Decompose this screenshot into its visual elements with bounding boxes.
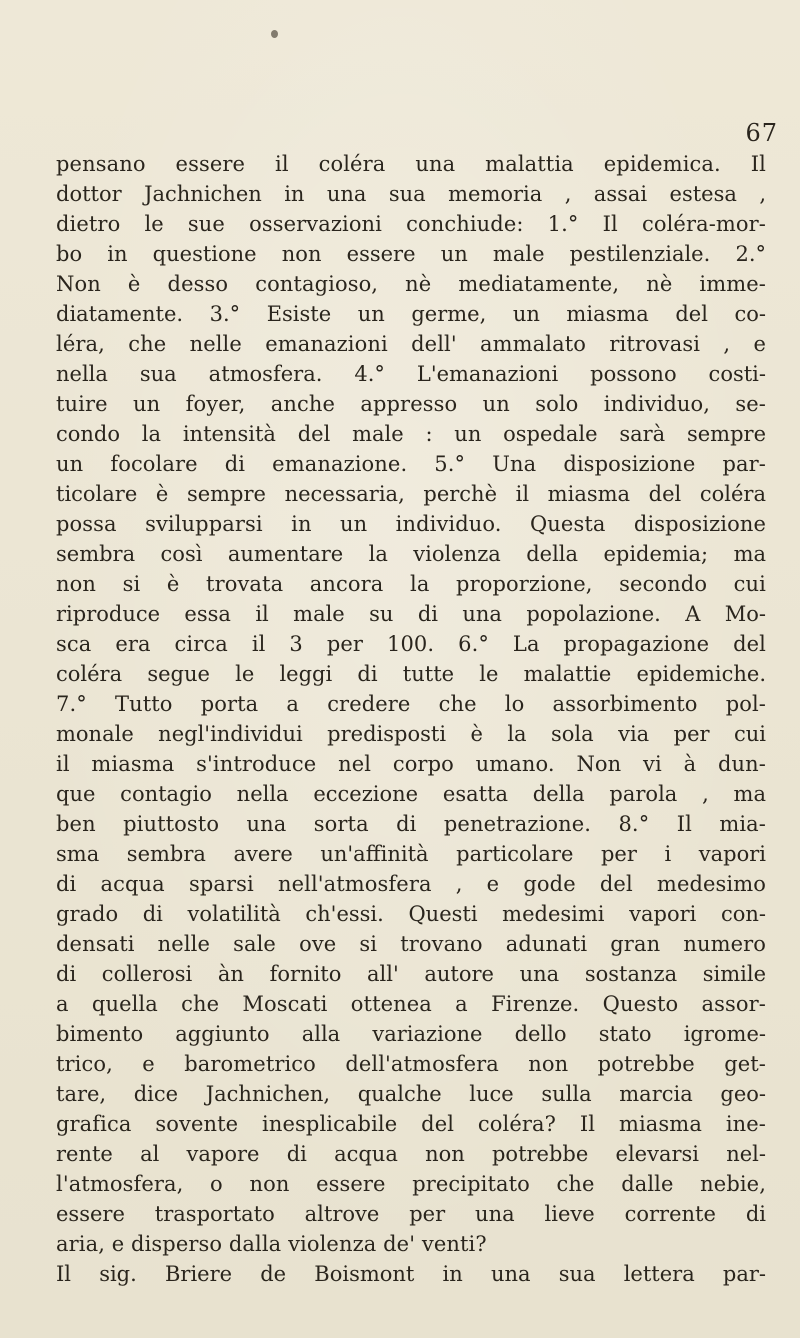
text-line: riproduce essa il male su di una popolazione. A Mo- — [56, 602, 766, 626]
text-line: Il sig. Briere de Boismont in una sua lettera par- — [56, 1262, 766, 1286]
text-line: di acqua sparsi nell'atmosfera , e gode del medesimo — [56, 872, 766, 896]
text-line: sca era circa il 3 per 100. 6.° La propagazione del — [56, 632, 766, 656]
text-line: possa svilupparsi in un individuo. Questa disposizione — [56, 512, 766, 536]
text-line: que contagio nella eccezione esatta della parola , ma — [56, 782, 766, 806]
text-line: coléra segue le leggi di tutte le malattie epidemiche. — [56, 662, 766, 686]
text-line: densati nelle sale ove si trovano adunati gran numero — [56, 932, 766, 956]
text-line: bo in questione non essere un male pestilenziale. 2.° — [56, 242, 766, 266]
page-number: 67 — [745, 119, 778, 147]
text-line: tuire un foyer, anche appresso un solo individuo, se- — [56, 392, 766, 416]
text-line: il miasma s'introduce nel corpo umano. Non vi à dun- — [56, 752, 766, 776]
text-line: a quella che Moscati ottenea a Firenze. Questo assor- — [56, 992, 766, 1016]
text-line: Non è desso contagioso, nè mediatamente, nè imme- — [56, 272, 766, 296]
text-line: condo la intensità del male : un ospedale sarà sempre — [56, 422, 766, 446]
text-line: aria, e disperso dalla violenza de' venti? — [56, 1232, 487, 1256]
text-line: tare, dice Jachnichen, qualche luce sulla marcia geo- — [56, 1082, 766, 1106]
text-line: pensano essere il coléra una malattia epidemica. Il — [56, 152, 766, 176]
text-line: sembra così aumentare la violenza della epidemia; ma — [56, 542, 766, 566]
text-line: di collerosi àn fornito all' autore una sostanza simile — [56, 962, 766, 986]
text-line: trico, e barometrico dell'atmosfera non potrebbe get- — [56, 1052, 766, 1076]
text-line: dietro le sue osservazioni conchiude: 1.° Il coléra-mor- — [56, 212, 766, 236]
text-line: l'atmosfera, o non essere precipitato che dalle nebie, — [56, 1172, 766, 1196]
body-text — [56, 149, 766, 1289]
text-line: grafica sovente inesplicabile del coléra? Il miasma ine- — [56, 1112, 766, 1136]
text-line: rente al vapore di acqua non potrebbe elevarsi nel- — [56, 1142, 766, 1166]
text-line: essere trasportato altrove per una lieve corrente di — [56, 1202, 766, 1226]
text-line: grado di volatilità ch'essi. Questi medesimi vapori con- — [56, 902, 766, 926]
text-line: monale negl'individui predisposti è la sola via per cui — [56, 722, 766, 746]
text-line: 7.° Tutto porta a credere che lo assorbimento pol- — [56, 692, 766, 716]
text-line: ticolare è sempre necessaria, perchè il miasma del coléra — [56, 482, 766, 506]
text-line: nella sua atmosfera. 4.° L'emanazioni possono costi- — [56, 362, 766, 386]
text-line: sma sembra avere un'affinità particolare per i vapori — [56, 842, 766, 866]
text-line: non si è trovata ancora la proporzione, secondo cui — [56, 572, 766, 596]
text-line: ben piuttosto una sorta di penetrazione. 8.° Il mia- — [56, 812, 766, 836]
text-line: un focolare di emanazione. 5.° Una disposizione par- — [56, 452, 766, 476]
ink-speck — [271, 30, 278, 38]
text-line: dottor Jachnichen in una sua memoria , assai estesa , — [56, 182, 766, 206]
text-line: bimento aggiunto alla variazione dello stato igrome- — [56, 1022, 766, 1046]
text-line: léra, che nelle emanazioni dell' ammalato ritrovasi , e — [56, 332, 766, 356]
text-line: diatamente. 3.° Esiste un germe, un miasma del co- — [56, 302, 766, 326]
